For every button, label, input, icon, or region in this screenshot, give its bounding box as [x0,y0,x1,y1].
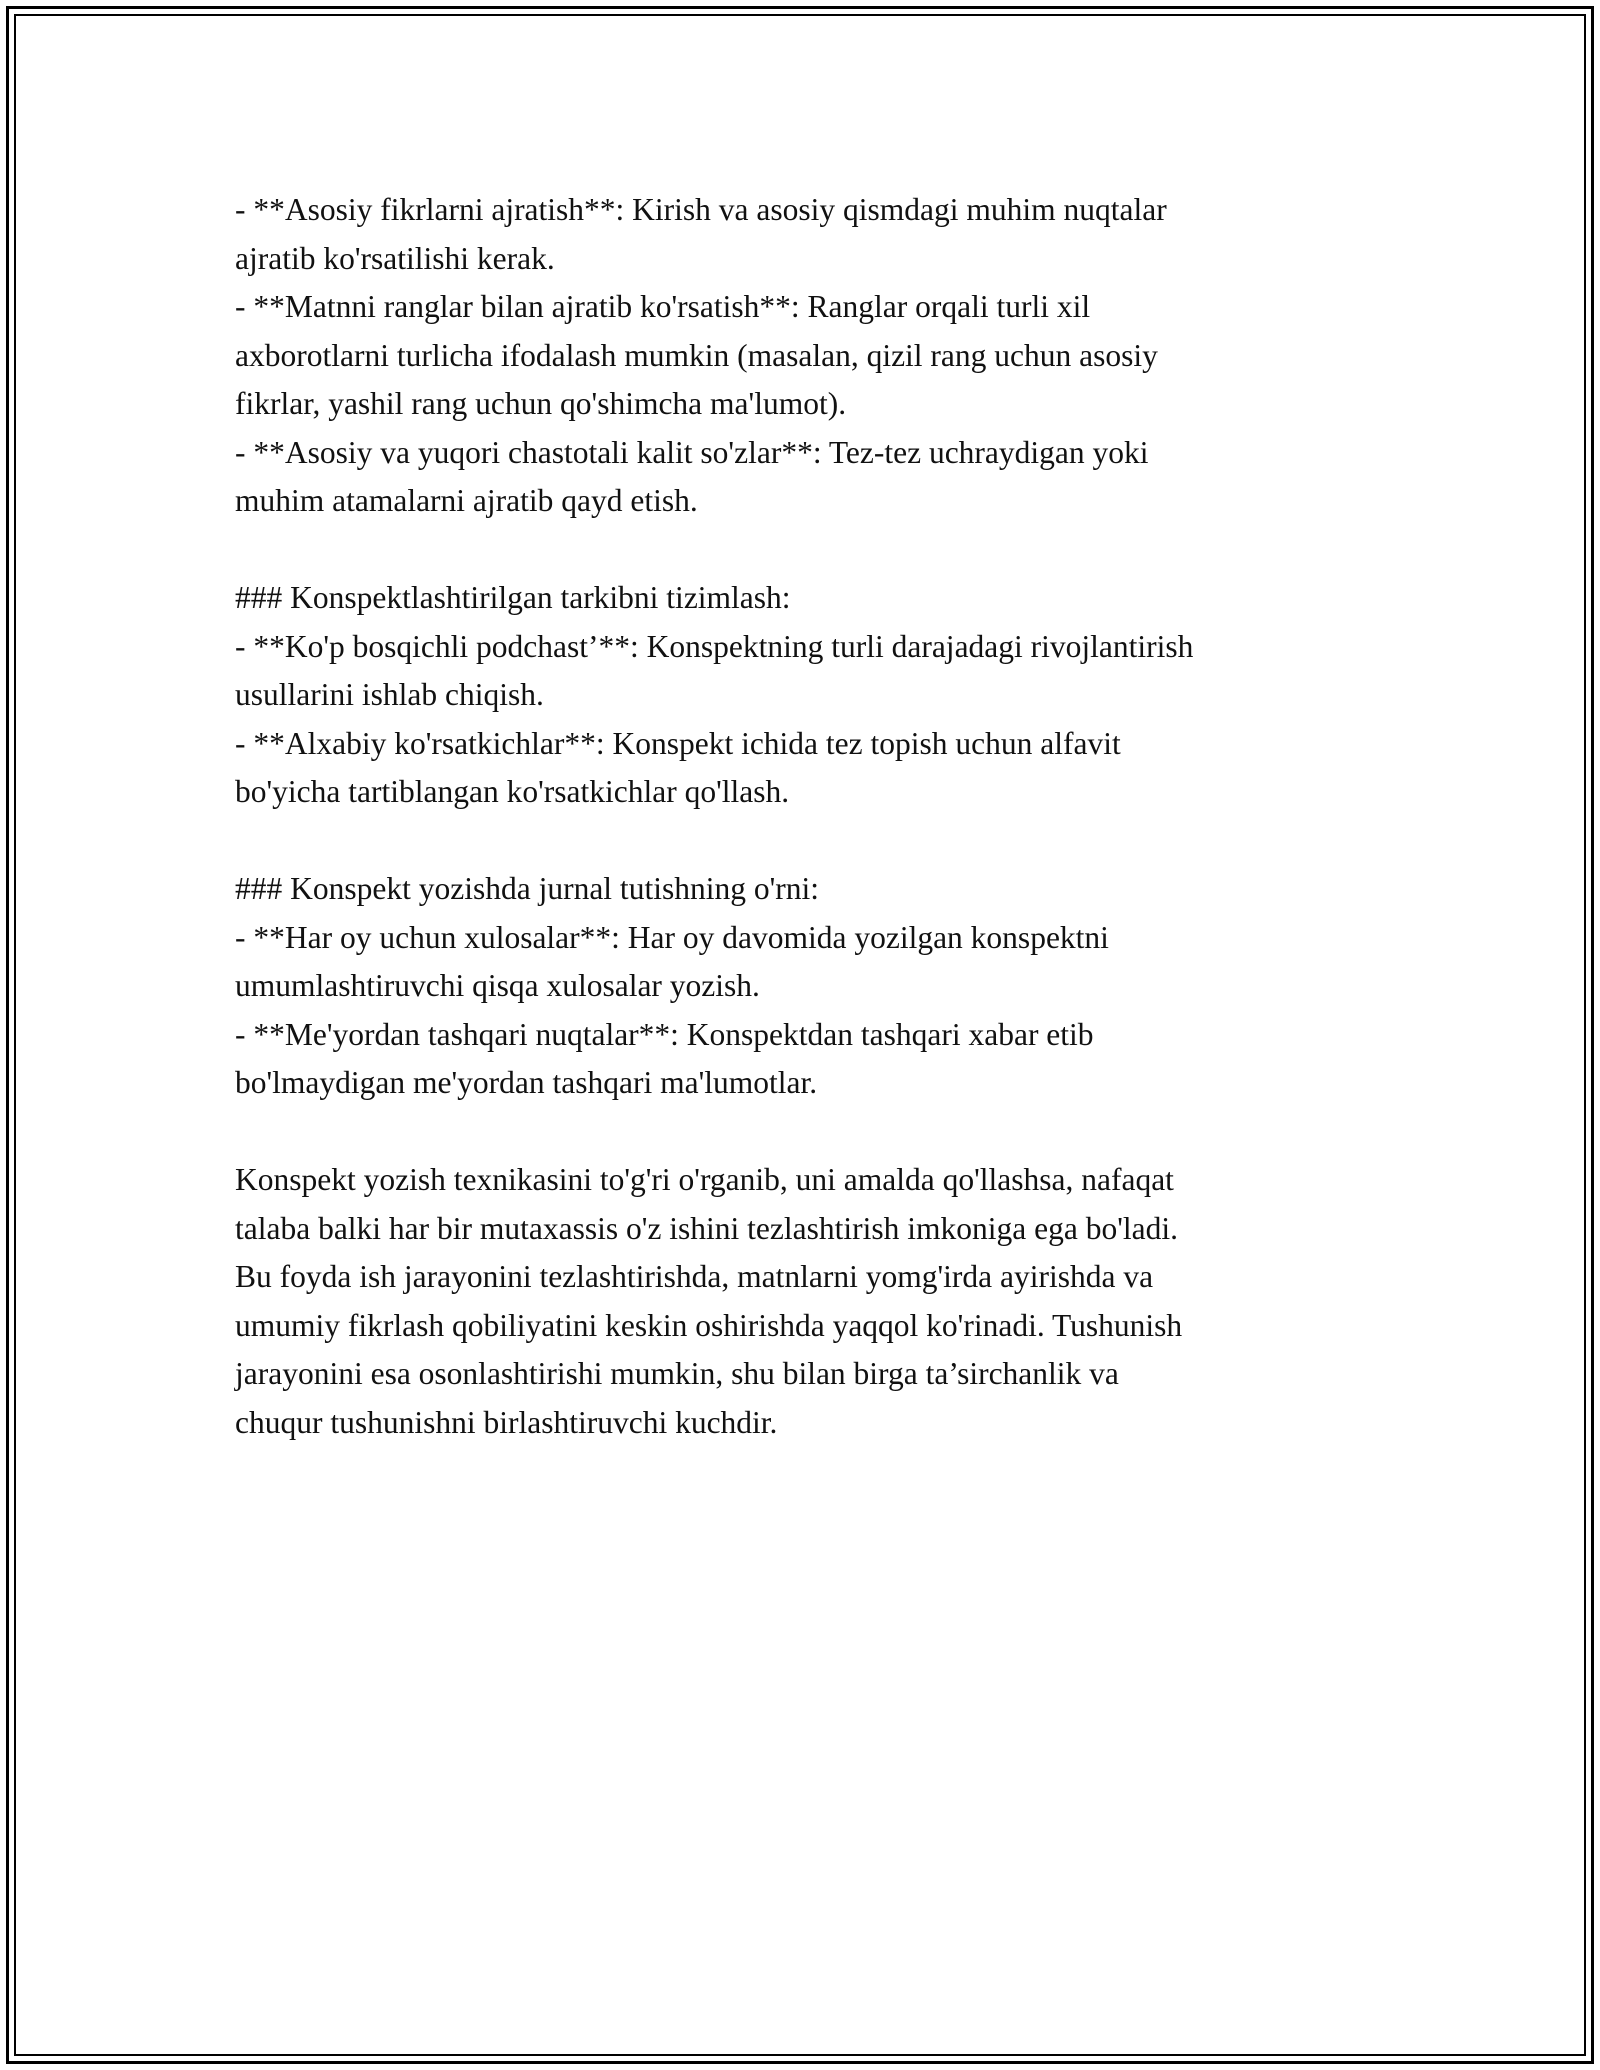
text-line: bo'yicha tartiblangan ko'rsatkichlar qo'llash. [235,774,790,809]
text-line: chuqur tushunishni birlashtiruvchi kuchdir. [235,1404,778,1440]
section-heading: ### Konspekt yozishda jurnal tutishning o'rni: [235,871,819,906]
text-line: - **Ko'p bosqichli podchast’**: Konspektning turli darajadagi rivojlantirish [235,628,1194,664]
text-line: - **Asosiy fikrlarni ajratish**: Kirish va asosiy qismdagi muhim nuqtalar [235,192,1167,227]
section-highlighting [235,186,1375,526]
text-line: muhim atamalarni ajratib qayd etish. [235,483,698,518]
section-conclusion [235,1156,1375,1447]
section-systematizing [235,574,1375,817]
document-body [235,186,1375,1447]
paragraph-gap [235,817,1375,866]
text-line: talaba balki har bir mutaxassis o'z ishini tezlashtirish imkoniga ega bo'ladi. [235,1210,1179,1246]
text-line: fikrlar, yashil rang uchun qo'shimcha ma'lumot). [235,386,847,421]
section-journal [235,865,1375,1108]
text-line: - **Alxabiy ko'rsatkichlar**: Konspekt ichida tez topish uchun alfavit [235,725,1121,761]
text-line: umumlashtiruvchi qisqa xulosalar yozish. [235,968,760,1003]
text-line: ajratib ko'rsatilishi kerak. [235,240,555,276]
text-line: Bu foyda ish jarayonini tezlashtirishda, matnlarni yomg'irda ayirishda va [235,1259,1154,1294]
text-line: jarayonini esa osonlashtirishi mumkin, shu bilan birga ta’sirchanlik va [235,1356,1119,1391]
text-line: axborotlarni turlicha ifodalash mumkin (masalan, qizil rang uchun asosiy [235,337,1158,373]
text-line: umumiy fikrlash qobiliyatini keskin oshirishda yaqqol ko'rinadi. Tushunish [235,1307,1183,1343]
text-line: - **Matnni ranglar bilan ajratib ko'rsatish**: Ranglar orqali turli xil [235,289,1091,324]
paragraph-gap [235,1108,1375,1157]
text-line: bo'lmaydigan me'yordan tashqari ma'lumotlar. [235,1065,818,1100]
paragraph-gap [235,526,1375,575]
text-line: - **Har oy uchun xulosalar**: Har oy davomida yozilgan konspektni [235,919,1109,955]
text-line: Konspekt yozish texnikasini to'g'ri o'rganib, uni amalda qo'llashsa, nafaqat [235,1162,1174,1197]
text-line: usullarini ishlab chiqish. [235,677,544,712]
text-line: - **Me'yordan tashqari nuqtalar**: Konspektdan tashqari xabar etib [235,1016,1094,1052]
text-line: - **Asosiy va yuqori chastotali kalit so'zlar**: Tez-tez uchraydigan yoki [235,434,1149,470]
section-heading: ### Konspektlashtirilgan tarkibni tizimlash: [235,580,791,615]
